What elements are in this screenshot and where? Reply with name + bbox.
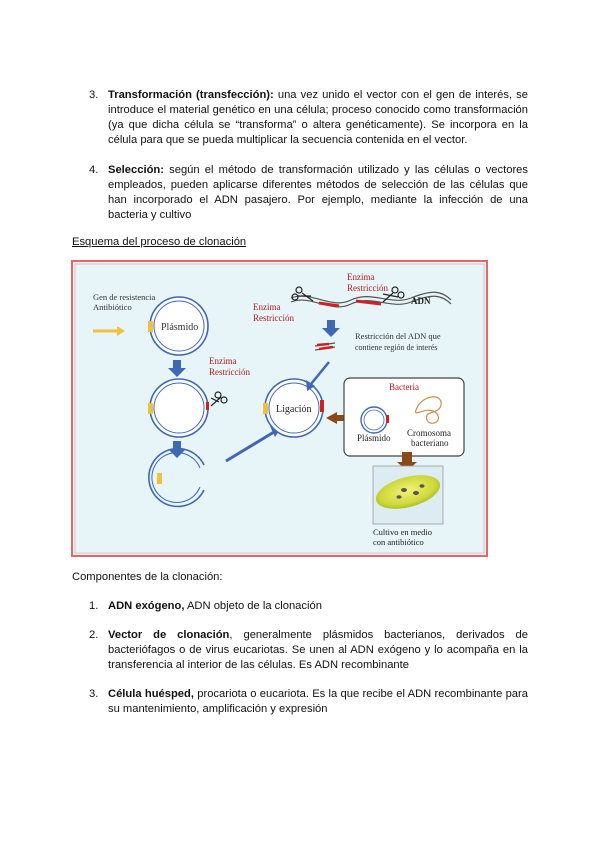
plasmid-label: Plásmido	[161, 322, 199, 333]
item-text: ADN objeto de la clonación	[184, 600, 322, 612]
enzyme-label-a-1: Enzima	[209, 356, 237, 366]
gene-label-1: Gen de resistencia	[93, 292, 156, 302]
chromosome-label-1: Cromosoma	[407, 428, 451, 438]
item-number: 3.	[89, 89, 99, 101]
item-text: , generalmente plásmidos bacterianos, derivados de bacteriófagos o de virus eucariotas. Se unen al ADN exógeno y lo acompaña en la transferencia al interior de las células. Es ADN recombinante	[108, 629, 528, 671]
item-text: procariota o eucariota. Es la que recibe el ADN recombinante para su mantenimiento, amplificación y expresión	[108, 688, 528, 715]
item-text: una vez unido el vector con el gen de interés, se introduce el material genético en una célula; proceso conocido como transformación (ya que dicha célula se “transforma” o altera genéticamente). Se incorpora en la célula para que se pueda multiplicar la secuencia contenida en el vector.	[108, 89, 528, 146]
list-item	[72, 88, 528, 148]
restriction-text-2: contiene región de interés	[355, 343, 438, 352]
item-title: ADN exógeno,	[108, 600, 185, 612]
item-title: Selección:	[108, 164, 164, 176]
item-title: Transformación (transfección):	[108, 89, 274, 101]
list-item	[72, 687, 528, 717]
item-title: Vector de clonación	[108, 629, 230, 641]
dna-label: ADN	[411, 296, 431, 306]
figure-heading: Esquema del proceso de clonación	[72, 236, 247, 248]
cloning-diagram	[71, 260, 488, 557]
enzyme-label-c-1: Enzima	[347, 272, 375, 282]
item-number: 1.	[89, 600, 99, 612]
enzyme-label-c-2: Restricción	[347, 283, 388, 293]
ligation-label: Ligación	[276, 404, 312, 415]
gene-label-2: Antibiótico	[93, 302, 132, 312]
list-item	[72, 628, 528, 673]
item-number: 2.	[89, 629, 99, 641]
restriction-text-1: Restricción del ADN que	[355, 331, 441, 341]
enzyme-label-a-2: Restricción	[209, 367, 250, 377]
item-title: Célula huésped,	[108, 688, 194, 700]
enzyme-label-b-2: Restricción	[253, 313, 294, 323]
list-item	[72, 163, 528, 223]
bacteria-label: Bacteria	[389, 382, 419, 392]
steps-list-bottom	[72, 599, 528, 717]
culture-label-2: con antibiótico	[373, 537, 424, 547]
list-item	[72, 599, 528, 614]
culture-label-1: Cultivo en medio	[373, 527, 433, 537]
components-heading: Componentes de la clonación:	[72, 571, 223, 583]
item-text: según el método de transformación utilizado y las células o vectores empleados, pueden aplicarse diferentes métodos de selección de las células que han incorporado el ADN pasajero. Por ejemplo, mediante la infección de una bacteria y cultivo	[108, 164, 528, 221]
enzyme-label-b-1: Enzima	[253, 302, 281, 312]
chromosome-label-2: bacteriano	[411, 438, 449, 448]
item-number: 3.	[89, 688, 99, 700]
bacteria-plasmid-label: Plásmido	[357, 433, 391, 443]
item-number: 4.	[89, 164, 99, 176]
steps-list-top	[72, 88, 528, 223]
